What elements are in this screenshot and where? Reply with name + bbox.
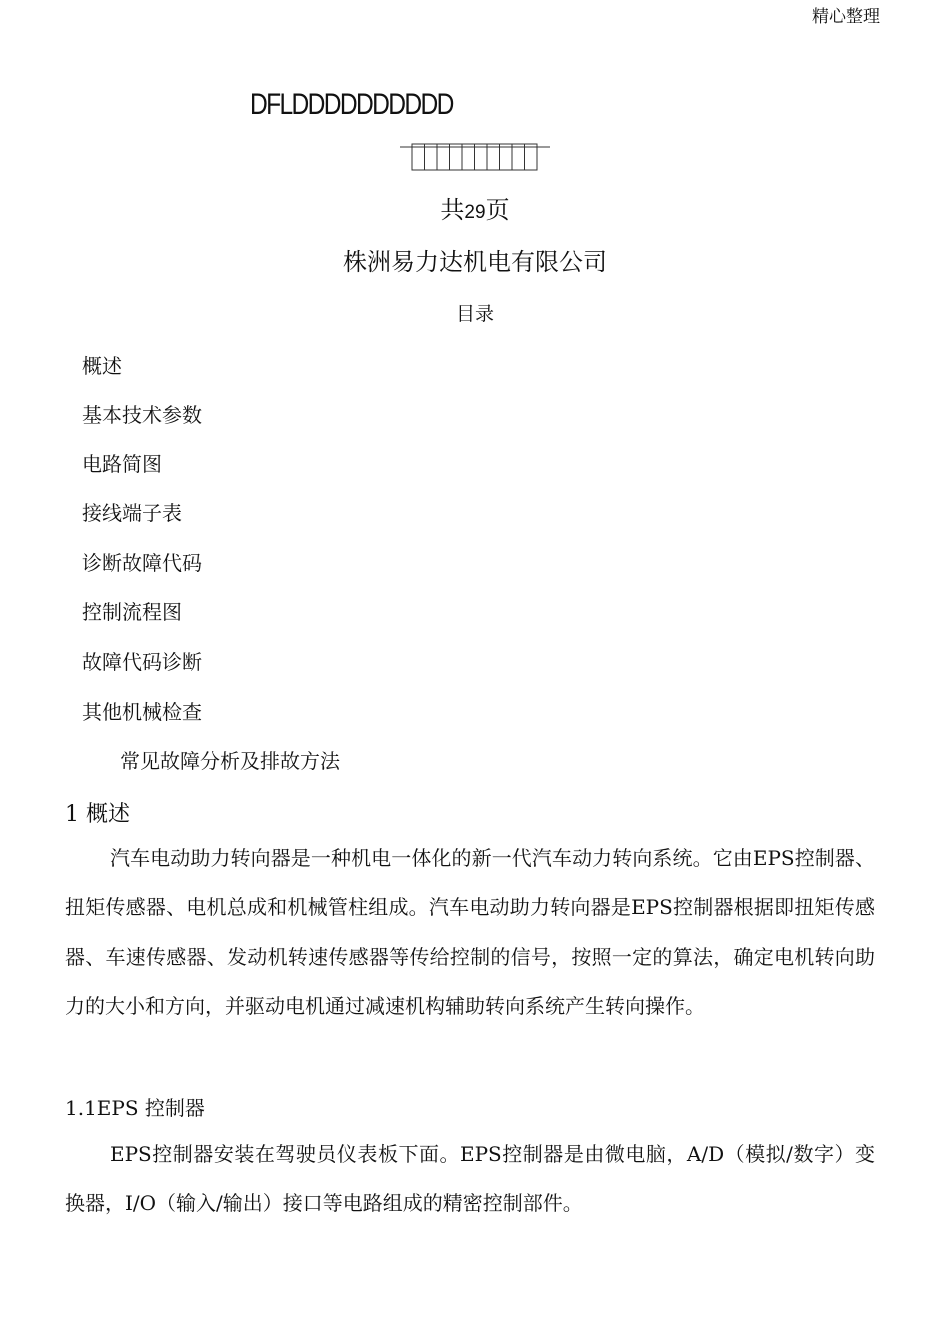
toc-item[interactable]: 常见故障分析及排故方法 (120, 749, 340, 773)
toc-title: 目录 (455, 303, 494, 325)
page-count-prefix: 共 (440, 196, 465, 224)
toc-item[interactable]: 接线端子表 (82, 501, 182, 525)
code-boxes-graphic (400, 143, 550, 171)
toc-item[interactable]: 其他机械检查 (82, 700, 202, 724)
subsection-paragraph: EPS控制器安装在驾驶员仪表板下面。EPS控制器是由微电脑，A/D（模拟/数字）变换器，I/O（输入/输出）接口等电路组成的精密控制部件。 (65, 1142, 875, 1216)
corner-note: 精心整理 (812, 7, 880, 27)
section-heading: 1 概述 (65, 802, 130, 827)
company-name: 株洲易力达机电有限公司 (343, 248, 607, 276)
document-code: DFLDDDDDDDDDD (250, 88, 453, 121)
toc-item[interactable]: 诊断故障代码 (82, 551, 202, 575)
toc-item[interactable]: 基本技术参数 (82, 403, 202, 427)
toc-item[interactable]: 控制流程图 (82, 600, 182, 624)
page-count-suffix: 页 (485, 196, 510, 224)
page-count-number: 29 (464, 202, 486, 223)
page-count (0, 190, 950, 225)
toc-item[interactable]: 电路简图 (82, 452, 162, 476)
subsection-heading: 1.1EPS 控制器 (65, 1096, 205, 1120)
section-paragraph: 汽车电动助力转向器是一种机电一体化的新一代汽车动力转向系统。它由EPS控制器、扭矩传感器、电机总成和机械管柱组成。汽车电动助力转向器是EPS控制器根据即扭矩传感器、车速传感器、发动机转速传感器等传给控制的信号，按照一定的算法，确定电机转向助力的大小和方向，并驱动电机通过减速机构辅助转向系统产生转向操作。 (65, 846, 875, 1018)
toc-item[interactable]: 故障代码诊断 (82, 650, 202, 674)
toc-item[interactable]: 概述 (82, 354, 122, 378)
